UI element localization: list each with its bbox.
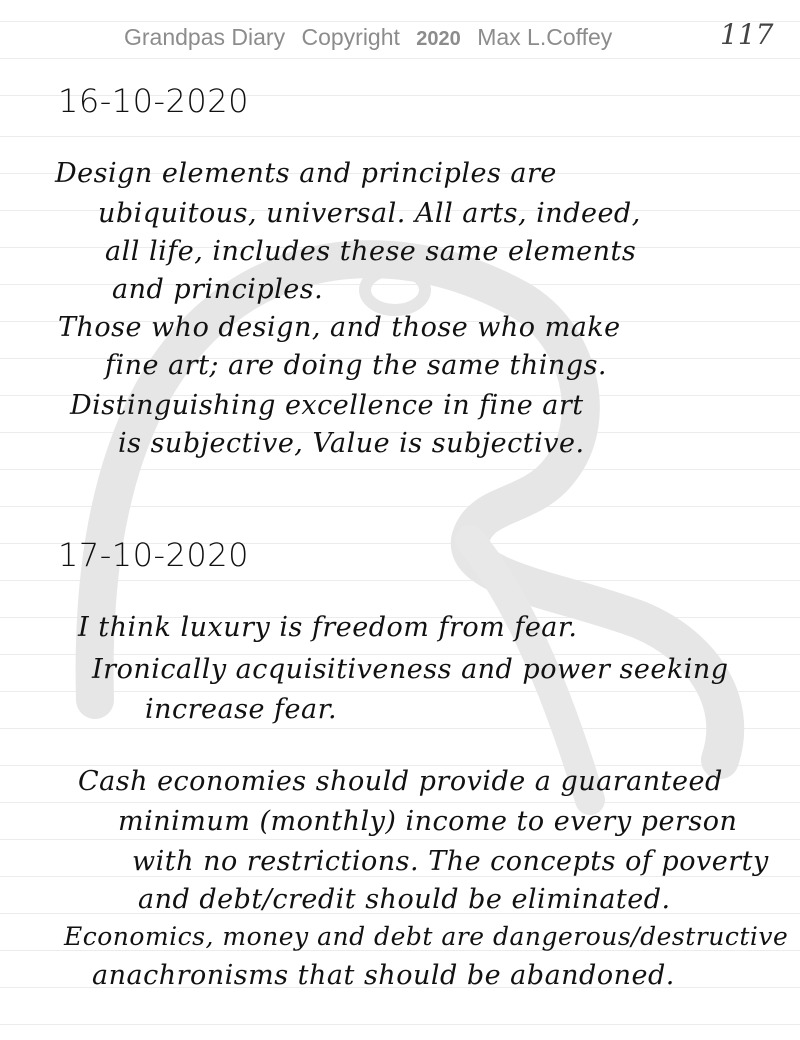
entry-line: Those who design, and those who make [58, 312, 621, 343]
entry-line: all life, includes these same elements [105, 236, 637, 267]
entry-line: ubiquitous, universal. All arts, indeed, [98, 198, 641, 229]
page-number: 117 [720, 18, 774, 51]
entry-line: and debt/credit should be eliminated. [138, 884, 671, 915]
entry-line: Distinguishing excellence in fine art [70, 390, 584, 421]
entry-line: Economics, money and debt are dangerous/destructive [64, 922, 789, 951]
entry-date: 17-10-2020 [58, 536, 249, 574]
diary-title: Grandpas Diary [124, 24, 286, 50]
entry-line: Cash economies should provide a guaranteed [78, 766, 723, 797]
entry-line: with no restrictions. The concepts of poverty [132, 846, 769, 877]
entry-line: and principles. [112, 274, 324, 305]
entry-line: fine art; are doing the same things. [105, 350, 608, 381]
entry-date: 16-10-2020 [58, 82, 249, 120]
entry-line: increase fear. [145, 694, 338, 725]
author-name: Max L.Coffey [477, 24, 613, 50]
entry-line: I think luxury is freedom from fear. [78, 612, 578, 643]
copyright-year: 2020 [416, 28, 461, 50]
entry-line: is subjective, Value is subjective. [118, 428, 585, 459]
copyright-label: Copyright [301, 24, 400, 50]
entry-line: minimum (monthly) income to every person [118, 806, 738, 837]
entry-line: Ironically acquisitiveness and power seeking [92, 654, 729, 685]
entry-line: Design elements and principles are [55, 158, 557, 189]
entry-line: anachronisms that should be abandoned. [92, 960, 675, 991]
page-header [124, 24, 622, 51]
